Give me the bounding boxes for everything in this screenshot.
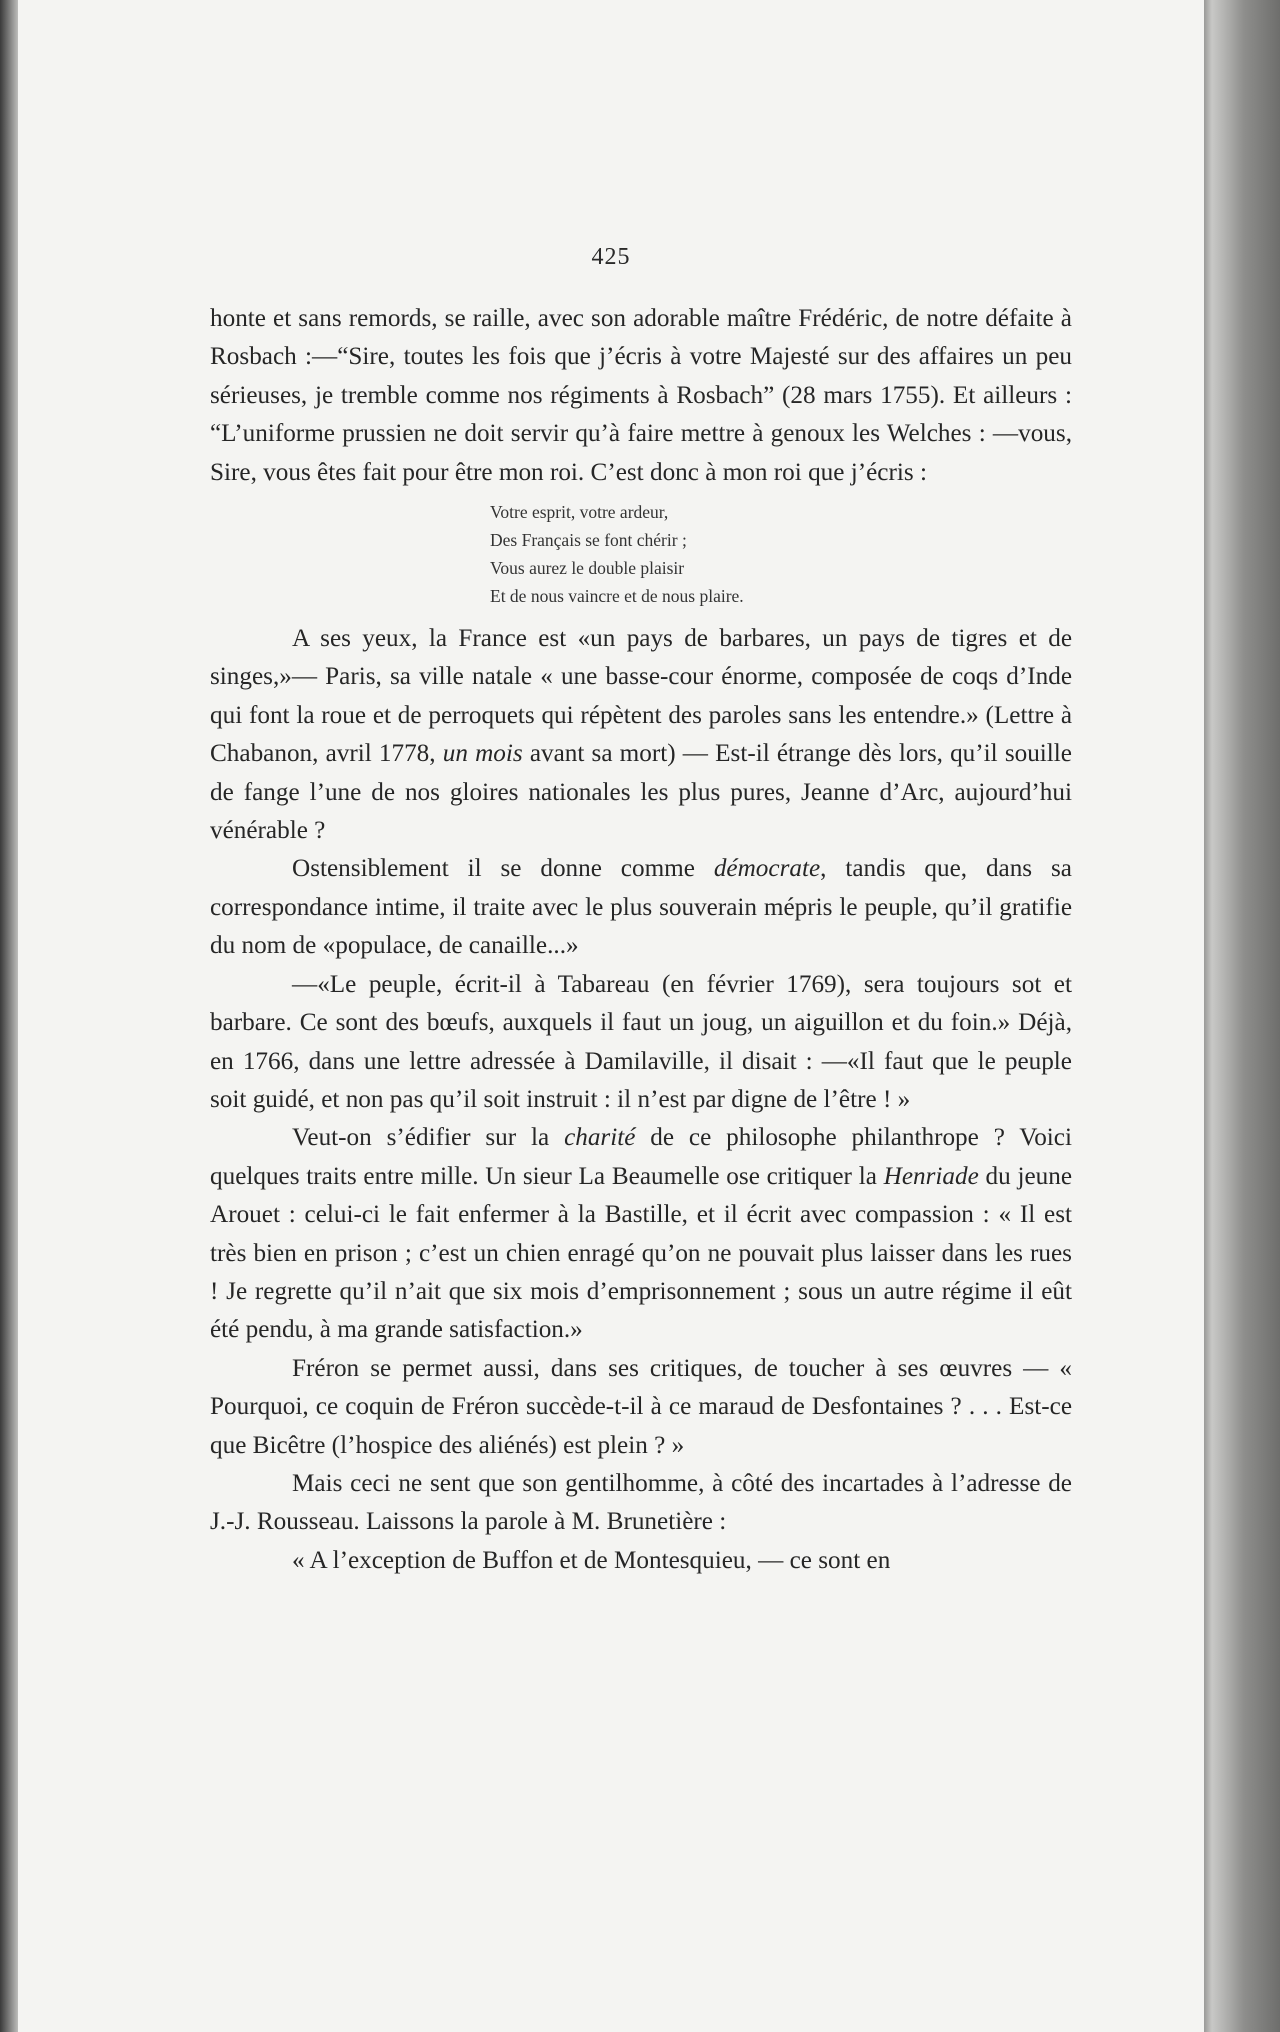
page-number: 425	[591, 244, 631, 270]
verse-line: Votre esprit, votre ardeur,	[490, 502, 669, 523]
text-run: de ce philosophe philanthrope ? Voici quelques traits entre mille. Un sieur La Beaumelle ose critiquer la	[210, 1124, 1072, 1190]
text-run: du jeune Arouet : celui-ci le fait enfermer à la Bastille, et il écrit avec compassion : « Il est très bien en prison ; c’est un chien enragé qu’on ne pouvait plus laisser dans les rues ! Je regrette qu’il n’ait que six mois d’emprisonnement ; sous un autre régime il eût été pendu, à ma grande satisfaction.»	[210, 1162, 1072, 1344]
page-body	[210, 300, 1072, 1580]
paragraph-4: —«Le peuple, écrit-il à Tabareau (en février 1769), sera toujours sot et barbare. Ce sont des bœufs, auxquels il faut un joug, un aiguillon et du foin.» Déjà, en 1766, dans une lettre adressée à Damilaville, il disait : —«Il faut que le peuple soit guidé, et non pas qu’il soit instruit : il n’est par digne de l’être ! »	[210, 970, 1072, 1113]
text-run: Ostensiblement il se donne comme	[292, 855, 714, 883]
paragraph-7: Mais ceci ne sent que son gentilhomme, à côté des incartades à l’adresse de J.-J. Rousseau. Laissons la parole à M. Brunetière :	[210, 1469, 1072, 1536]
paragraph-2	[210, 620, 1072, 850]
italic-run: un mois	[442, 740, 523, 768]
italic-run: charité	[564, 1124, 636, 1152]
verse-line: Des Français se font chérir ;	[490, 530, 687, 551]
italic-run: démocrate	[713, 855, 821, 883]
text-run: Veut-on s’édifier sur la	[292, 1124, 565, 1152]
verse-block	[490, 498, 1072, 610]
verse-line: Vous aurez le double plaisir	[490, 558, 685, 579]
paragraph-5	[210, 1119, 1072, 1349]
left-page-edge	[0, 0, 18, 2032]
paragraph-8: « A l’exception de Buffon et de Montesquieu, — ce sont en	[292, 1546, 891, 1574]
text-run: A ses yeux, la France est «un pays de barbares, un pays de tigres et de singes,»— Paris, sa ville natale « une basse-cour énorme, composée de coqs d’Inde qui font la roue et de perroquets qui répètent des paroles sans les entendre.» (Lettre à Chabanon, avril 1778,	[210, 625, 1072, 768]
italic-run: Henriade	[883, 1162, 979, 1190]
text-run: , tandis que, dans sa correspondance intime, il traite avec le plus souverain mépris le peuple, qu’il gratifie du nom de «populace, de canaille...»	[210, 855, 1072, 960]
paragraph-6: Fréron se permet aussi, dans ses critiques, de toucher à ses œuvres — « Pourquoi, ce coquin de Fréron succède-t-il à ce maraud de Desfontaines ? . . . Est-ce que Bicêtre (l’hospice des aliénés) est plein ? »	[210, 1354, 1072, 1459]
paragraph-1: honte et sans remords, se raille, avec son adorable maître Frédéric, de notre défaite à Rosbach :—“Sire, toutes les fois que j’écris à votre Majesté sur des affaires un peu sérieuses, je tremble comme nos régiments à Rosbach” (28 mars 1755). Et ailleurs : “L’uniforme prussien ne doit servir qu’à faire mettre à genoux les Welches : —vous, Sire, vous êtes fait pour être mon roi. C’est donc à mon roi que j’écris :	[210, 305, 1072, 486]
verse-line: Et de nous vaincre et de nous plaire.	[490, 586, 744, 607]
page	[18, 0, 1204, 2032]
right-page-edge	[1204, 0, 1280, 2032]
paragraph-3	[210, 850, 1072, 965]
text-run: avant sa mort) — Est-il étrange dès lors, qu’il souille de fange l’une de nos gloires nationales les plus pures, Jeanne d’Arc, aujourd’hui vénérable ?	[210, 740, 1072, 845]
